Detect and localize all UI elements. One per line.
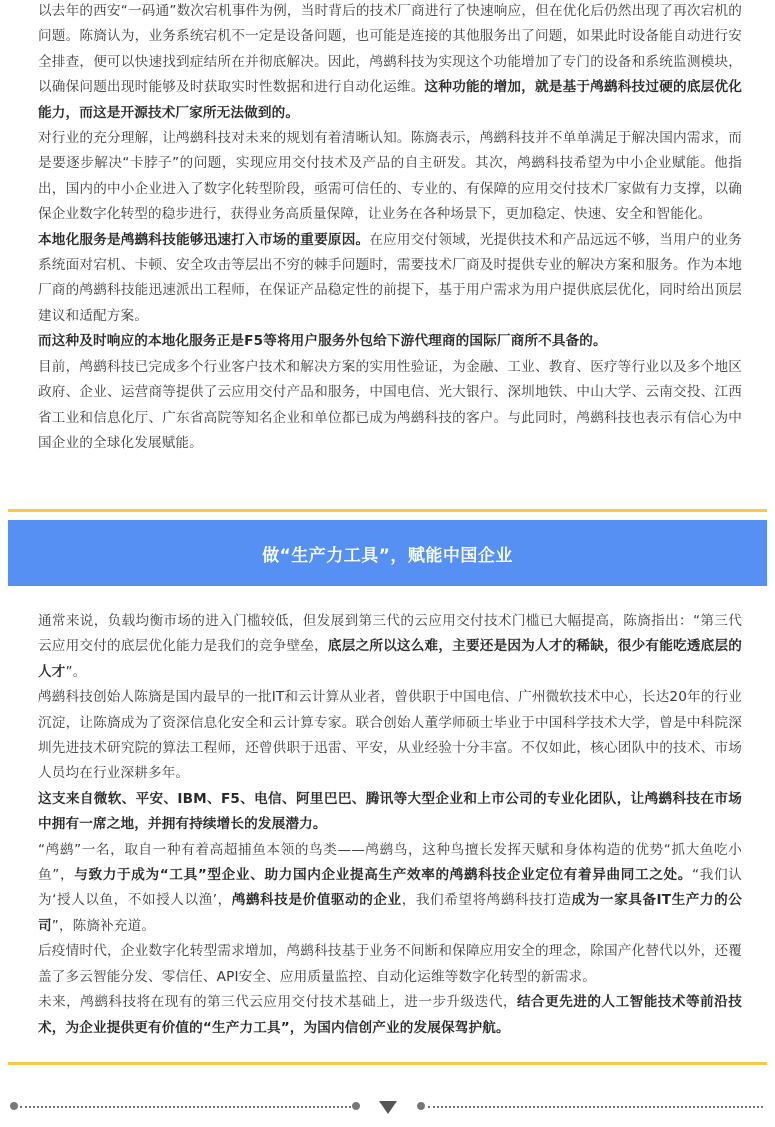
triangle-down-icon: [379, 1101, 397, 1114]
footer-dot-center-left: [352, 1102, 360, 1110]
paragraph: [38, 838, 742, 940]
body-text: 通常来说，负载均衡市场的进入门槛较低，但发展到第三代的云应用交付技术门槛已大幅提高，陈旖指出：“第三代云应用交付的底层优化能力是我们的竞争壁垒，: [38, 613, 742, 655]
paragraph: [38, 990, 742, 1041]
footer-dot-center-right: [417, 1102, 425, 1110]
paragraph: [38, 0, 742, 126]
body-text: 在应用交付领域，光提供技术和产品远远不够，当用户的业务系统面对宕机、卡顿、安全攻击等层出不穷的棘手问题时，需要技术厂商及时提供专业的解决方案和服务。作为本地厂商的鸬鹚科技能迅速派出工程师，在保证产品稳定性的前提下，基于用户需求为用户提供底层优化，同时给出顶层建议和适配方案。: [38, 231, 742, 324]
body-text: 目前，鸬鹚科技已完成多个行业客户技术和解决方案的实用性验证，为金融、工业、教育、医疗等行业以及多个地区政府、企业、运营商等提供了云应用交付产品和服务，中国电信、光大银行、深圳地铁、中山大学、云南交投、江西省工业和信息化厅、广东省高院等知名企业和单位都已成为鸬鹚科技的客户。与此同时，鸬鹚科技也表示有信心为中国企业的全球化发展赋能。: [38, 358, 742, 451]
paragraph: [38, 787, 742, 838]
emphasis-text: 本地化服务是鸬鹚科技能够迅速打入市场的重要原因。: [38, 231, 370, 248]
footer-dotted-line-right: [428, 1106, 763, 1108]
section-divider-top: [8, 509, 767, 512]
footer-dotted-line-left: [20, 1106, 355, 1108]
body-text: “鸬鹚”一名，取自一种有着高超捕鱼本领的鸟类——鸬鹚鸟，这种鸟擅长发挥天赋和身体构造的优势“抓大鱼吃小鱼”，: [38, 841, 742, 884]
emphasis-text: 结合更先进的人工智能技术等前沿技术，为企业提供更有价值的“生产力工具”，为国内信创产业的发展保驾护航。: [38, 994, 742, 1036]
footer-dot-left: [10, 1102, 18, 1110]
section-banner: [8, 520, 767, 586]
body-text: 未来，鸬鹚科技将在现有的第三代云应用交付技术基础上，进一步升级迭代，: [38, 994, 517, 1011]
body-text: ”，陈旖补充道。: [51, 917, 156, 934]
emphasis-text: 成为一家具备IT生产力的公司: [38, 892, 742, 934]
paragraph: [38, 939, 742, 990]
body-text: ”。: [65, 663, 87, 680]
section-heading: 做“生产力工具”，赋能中国企业: [262, 545, 513, 566]
paragraph: [38, 228, 742, 330]
paragraph: [38, 329, 742, 354]
emphasis-text: 这种功能的增加，就是基于鸬鹚科技过硬的底层优化能力，而这是开源技术厂家所无法做到的。: [38, 79, 742, 121]
body-text: 对行业的充分理解，让鸬鹚科技对未来的规划有着清晰认知。陈旖表示，鸬鹚科技并不单单满足于解决国内需求，而是要逐步解决“卡脖子”的问题，实现应用交付技术及产品的自主研发。其次，鸬鹚科技希望为中小企业赋能。他指出，国内的中小企业进入了数字化转型阶段，亟需可信任的、专业的、有保障的应用交付技术厂家做有力支撑，以确保企业数字化转型的稳步进行，获得业务高质量保障，让业务在各种场景下，更加稳定、快速、安全和智能化。: [38, 130, 742, 223]
emphasis-text: 与致力于成为“工具”型企业、助力国内企业提高生产效率的鸬鹚科技企业定位有着异曲同工之处。: [74, 867, 693, 884]
section-divider-bottom: [8, 1062, 767, 1065]
paragraph: [38, 126, 742, 228]
paragraph: [38, 609, 742, 685]
article-section-intro: [38, 0, 742, 456]
body-text: 鸬鹚科技创始人陈旖是国内最早的一批IT和云计算从业者，曾供职于中国电信、广州微软技术中心，长达20年的行业沉淀，让陈旖成为了资深信息化安全和云计算专家。联合创始人董学师硕士毕业于中国科学技术大学，曾是中科院深圳先进技术研究院的算法工程师，还曾供职于迅雷、平安，从业经验十分丰富。不仅如此，核心团队中的技术、市场人员均在行业深耕多年。: [38, 689, 742, 782]
emphasis-text: 这支来自微软、平安、IBM、F5、电信、阿里巴巴、腾讯等大型企业和上市公司的专业化团队，让鸬鹚科技在市场中拥有一席之地，并拥有持续增长的发展潜力。: [38, 790, 742, 833]
body-text: 后疫情时代，企业数字化转型需求增加，鸬鹚科技基于业务不间断和保障应用安全的理念，除国产化替代以外，还覆盖了多云智能分发、零信任、API安全、应用质量监控、自动化运维等数字化转型的新需求。: [38, 943, 742, 985]
paragraph: [38, 355, 742, 457]
body-text: 以去年的西安“一码通”数次宕机事件为例，当时背后的技术厂商进行了快速响应，但在优化后仍然出现了再次宕机的问题。陈旖认为，业务系统宕机不一定是设备问题，也可能是连接的其他服务出了问题，如果此时设备能自动进行安全排查，便可以快速找到症结所在并彻底解决。因此，鸬鹚科技为实现这个功能增加了专门的设备和系统监测模块，以确保问题出现时能够及时获取实时性数据和进行自动化运维。: [38, 3, 742, 96]
emphasis-text: 而这种及时响应的本地化服务正是F5等将用户服务外包给下游代理商的国际厂商所不具备的。: [38, 333, 607, 350]
body-text: ，我们希望将鸬鹚科技打造: [401, 892, 572, 909]
emphasis-text: 底层之所以这么难，主要还是因为人才的稀缺，很少有能吃透底层的人才: [38, 638, 742, 680]
emphasis-text: 鸬鹚科技是价值驱动的企业: [231, 892, 402, 909]
body-text: “我们认为‘授人以鱼，不如授人以渔’，: [38, 867, 742, 909]
article-section-productivity: [38, 609, 742, 1041]
paragraph: [38, 685, 742, 787]
